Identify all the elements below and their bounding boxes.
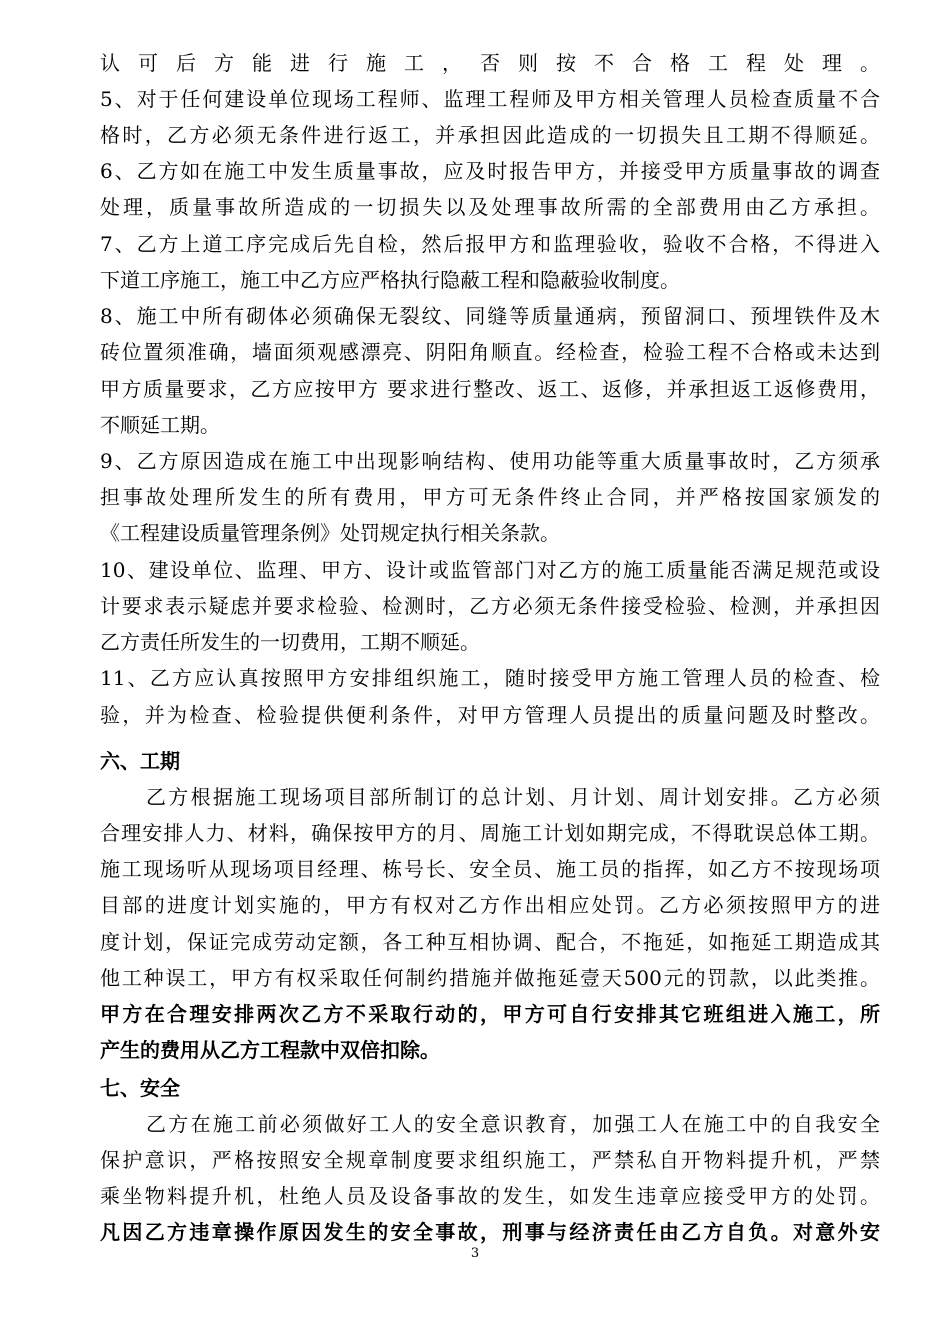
body-line: 合理安排人力、材料，确保按甲方的月、周施工计划如期完成，不得耽误总体工期。 xyxy=(100,821,880,845)
body-line: 计要求表示疑虑并要求检验、检测时，乙方必须无条件接受检验、检测，并承担因 xyxy=(100,594,880,618)
body-line: 验，并为检查、检验提供便利条件，对甲方管理人员提出的质量问题及时整改。 xyxy=(100,703,880,727)
body-line: 5、对于任何建设单位现场工程师、监理工程师及甲方相关管理人员检查质量不合 xyxy=(100,87,880,111)
body-line: 处理，质量事故所造成的一切损失以及处理事故所需的全部费用由乙方承担。 xyxy=(100,195,880,219)
bold-clause-line: 产生的费用从乙方工程款中双倍扣除。 xyxy=(100,1038,440,1062)
body-line: 10、建设单位、监理、甲方、设计或监管部门对乙方的施工质量能否满足规范或设 xyxy=(100,558,880,582)
body-line: 8、施工中所有砌体必须确保无裂纹、同缝等质量通病，预留洞口、预埋铁件及木 xyxy=(100,304,880,328)
section-heading-safety: 七、安全 xyxy=(100,1076,180,1100)
body-line: 保护意识，严格按照安全规章制度要求组织施工，严禁私自开物料提升机，严禁 xyxy=(100,1148,880,1172)
bold-clause-line: 凡因乙方违章操作原因发生的安全事故，刑事与经济责任由乙方自负。对意外安 xyxy=(100,1220,880,1244)
body-line: 认可后方能进行施工，否则按不合格工程处理。 xyxy=(100,51,880,75)
body-line: 乘坐物料提升机，杜绝人员及设备事故的发生，如发生违章应接受甲方的处罚。 xyxy=(100,1184,880,1208)
body-line: 不顺延工期。 xyxy=(100,413,220,437)
body-line: 担事故处理所发生的所有费用，甲方可无条件终止合同，并严格按国家颁发的 xyxy=(100,485,880,509)
body-line: 乙方根据施工现场项目部所制订的总计划、月计划、周计划安排。乙方必须 xyxy=(146,785,880,809)
body-line: 下道工序施工，施工中乙方应严格执行隐蔽工程和隐蔽验收制度。 xyxy=(100,268,680,292)
body-line: 甲方质量要求，乙方应按甲方 要求进行整改、返工、返修，并承担返工返修费用， xyxy=(100,377,880,401)
body-line: 7、乙方上道工序完成后先自检，然后报甲方和监理验收，验收不合格，不得进入 xyxy=(100,232,880,256)
body-line: 9、乙方原因造成在施工中出现影响结构、使用功能等重大质量事故时，乙方须承 xyxy=(100,449,880,473)
body-line: 6、乙方如在施工中发生质量事故，应及时报告甲方，并接受甲方质量事故的调查 xyxy=(100,159,880,183)
body-line: 度计划，保证完成劳动定额，各工种互相协调、配合，不拖延，如拖延工期造成其 xyxy=(100,930,880,954)
body-line: 他工种误工，甲方有权采取任何制约措施并做拖延壹天500元的罚款，以此类推。 xyxy=(100,966,880,990)
body-line: 目部的进度计划实施的，甲方有权对乙方作出相应处罚。乙方必须按照甲方的进 xyxy=(100,893,880,917)
body-line: 11、乙方应认真按照甲方安排组织施工，随时接受甲方施工管理人员的检查、检 xyxy=(100,666,880,690)
page-number: 3 xyxy=(470,1246,480,1261)
bold-clause-line: 甲方在合理安排两次乙方不采取行动的，甲方可自行安排其它班组进入施工，所 xyxy=(100,1002,880,1026)
body-line: 砖位置须准确，墙面须观感漂亮、阴阳角顺直。经检查，检验工程不合格或未达到 xyxy=(100,340,880,364)
body-line: 格时，乙方必须无条件进行返工，并承担因此造成的一切损失且工期不得顺延。 xyxy=(100,123,880,147)
body-line: 乙方在施工前必须做好工人的安全意识教育，加强工人在施工中的自我安全 xyxy=(146,1112,880,1136)
body-line: 施工现场听从现场项目经理、栋号长、安全员、施工员的指挥，如乙方不按现场项 xyxy=(100,857,880,881)
body-line: 乙方责任所发生的一切费用，工期不顺延。 xyxy=(100,630,480,654)
body-line: 《工程建设质量管理条例》处罚规定执行相关条款。 xyxy=(100,521,560,545)
section-heading-schedule: 六、工期 xyxy=(100,749,180,773)
